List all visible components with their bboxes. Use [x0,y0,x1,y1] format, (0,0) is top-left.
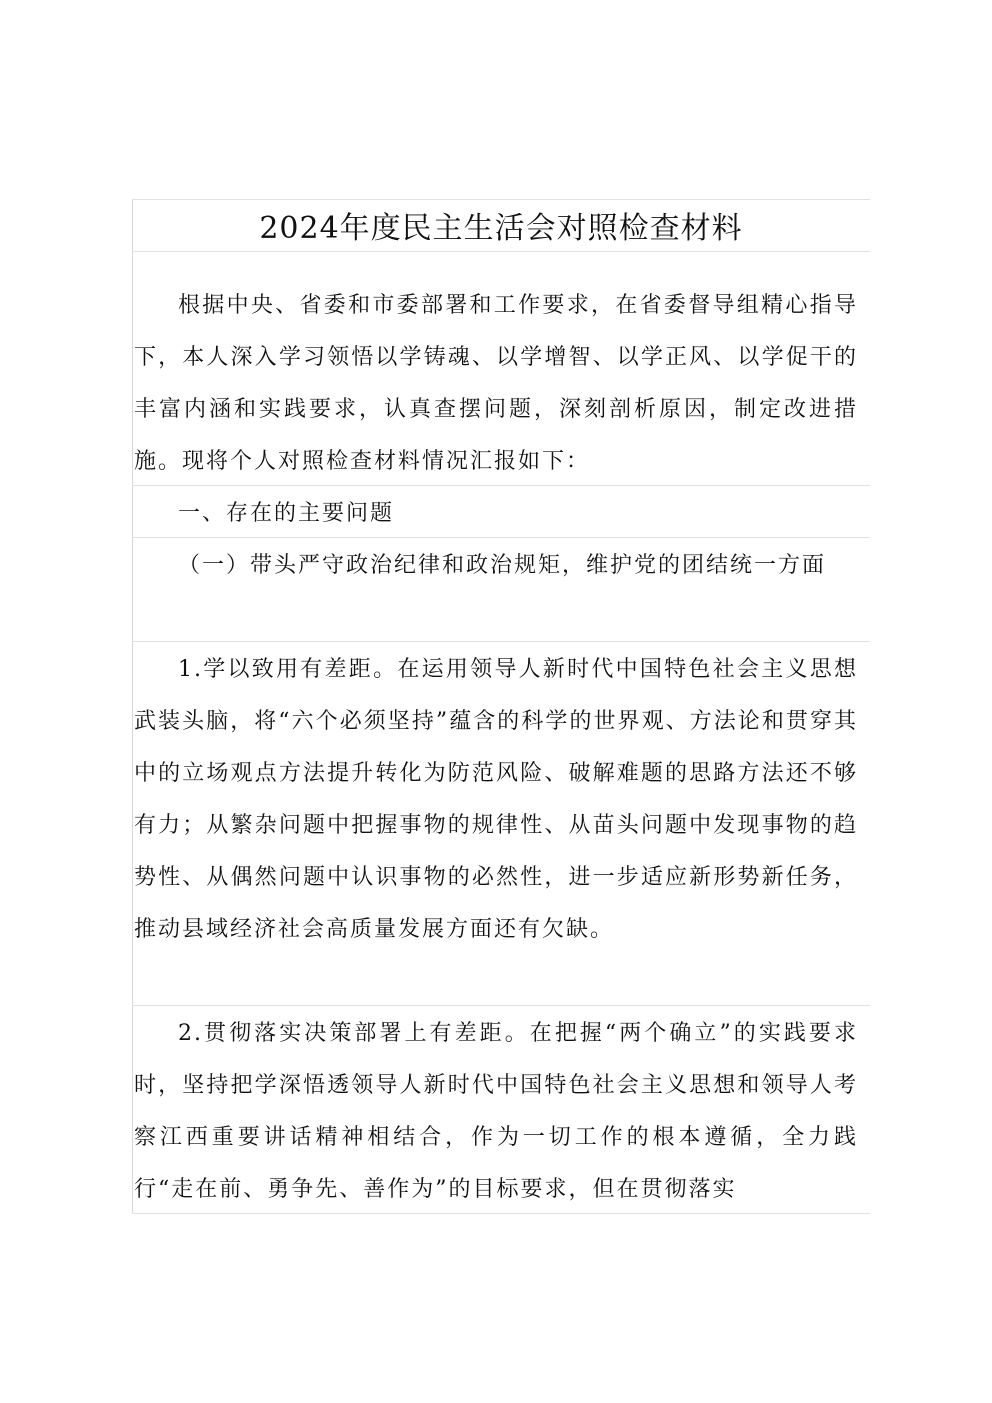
subsection-heading: （一）带头严守政治纪律和政治规矩，维护党的团结统一方面 [178,553,827,578]
list-item: 2.贯彻落实决策部署上有差距。在把握“两个确立”的实践要求时，坚持把学深悟透领导人新时代中国特色社会主义思想和领导人考察江西重要讲话精神相结合，作为一切工作的根本遵循，全力践行“走在前、勇争先、善作为”的目标要求，但在贯彻落实 [134,1021,858,1202]
intro-paragraph: 根据中央、省委和市委部署和工作要求，在省委督导组精心指导下，本人深入学习领悟以学铸魂、以学增智、以学正风、以学促干的丰富内涵和实践要求，认真查摆问题，深刻剖析原因，制定改进措施。现将个人对照检查材料情况汇报如下： [134,293,858,474]
divider-line [132,199,870,200]
section-heading: 一、存在的主要问题 [178,501,395,526]
divider-line [132,641,870,642]
document-title: 2024年度民主生活会对照检查材料 [259,211,743,246]
divider-line [132,1005,870,1006]
list-item: 1.学以致用有差距。在运用领导人新时代中国特色社会主义思想武装头脑，将“六个必须坚持”蕴含的科学的世界观、方法论和贯穿其中的立场观点方法提升转化为防范风险、破解难题的思路方法还不够有力；从繁杂问题中把握事物的规律性、从苗头问题中发现事物的趋势性、从偶然问题中认识事物的必然性，进一步适应新形势新任务，推动县域经济社会高质量发展方面还有欠缺。 [134,657,858,942]
